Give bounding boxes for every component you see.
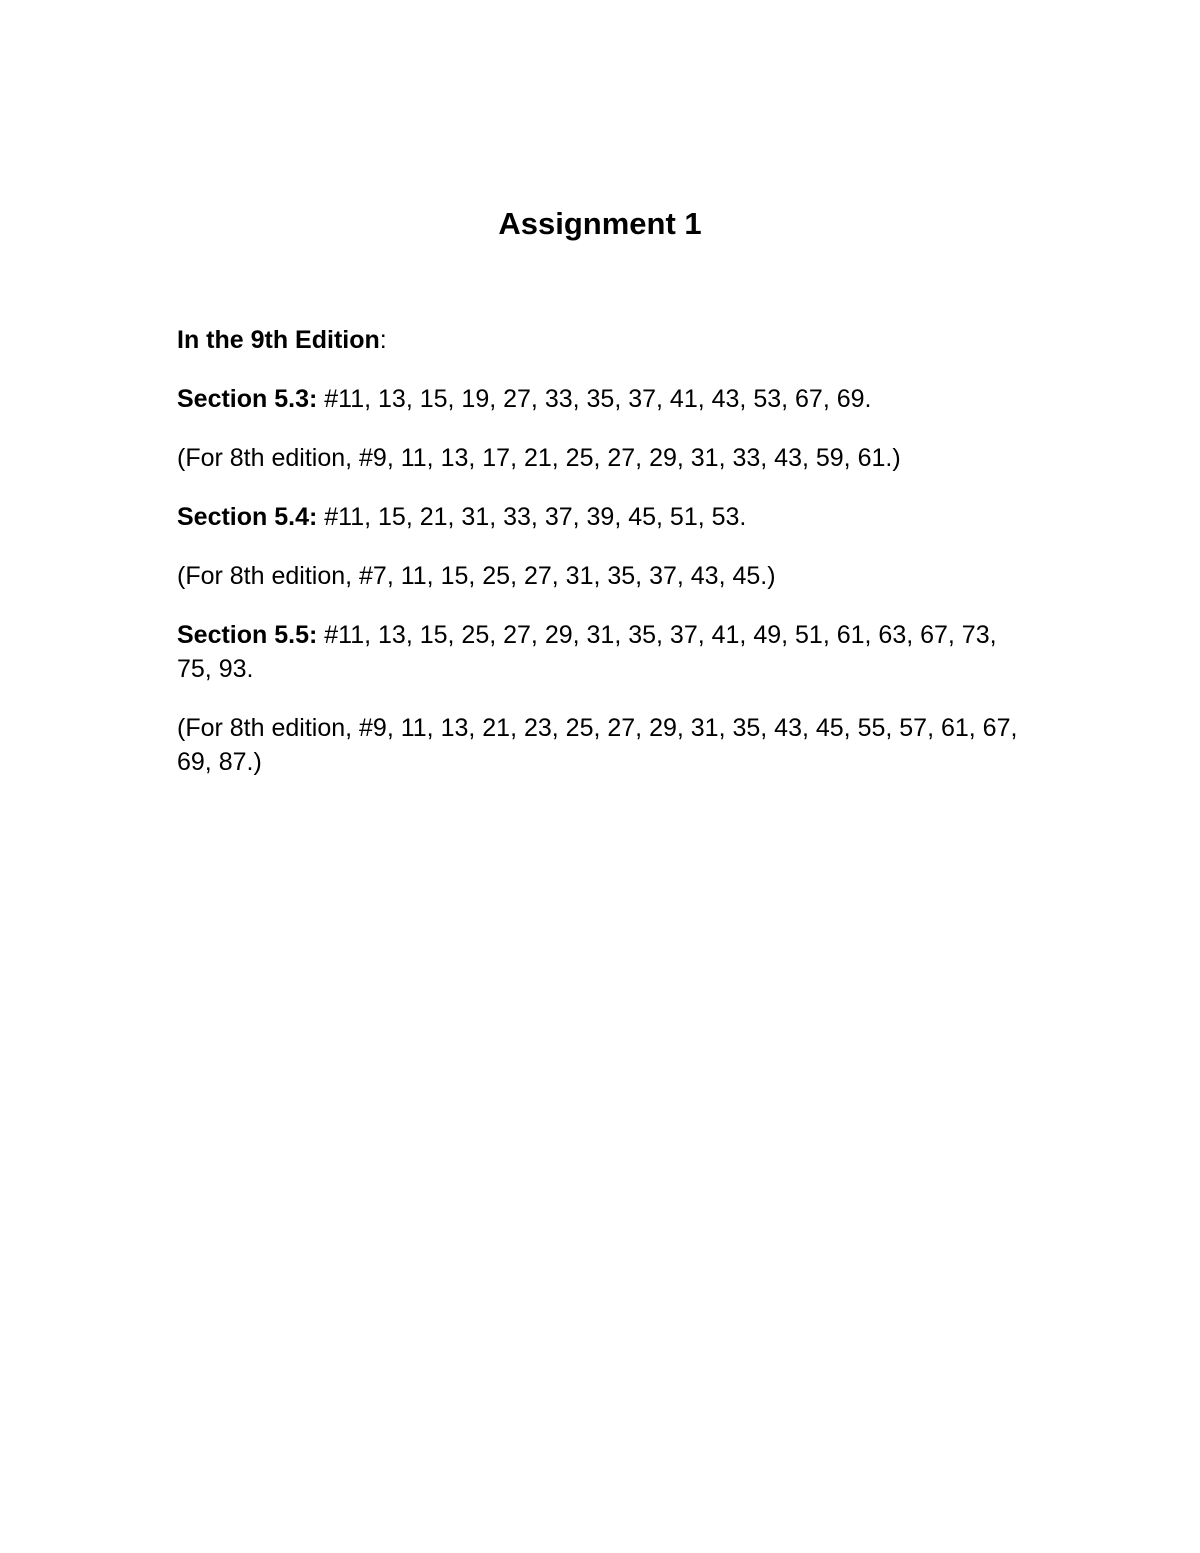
problem-list: #11, 15, 21, 31, 33, 37, 39, 45, 51, 53. xyxy=(317,503,747,531)
page-title: Assignment 1 xyxy=(498,206,702,241)
section-5-4-problems xyxy=(177,500,1027,534)
edition-intro-suffix: : xyxy=(379,326,387,354)
section-label: Section 5.5: xyxy=(177,621,318,649)
edition-intro xyxy=(177,323,1027,357)
edition-intro-label: In the 9th Edition xyxy=(177,326,380,354)
problem-list: #11, 13, 15, 19, 27, 33, 35, 37, 41, 43, 53, 67, 69. xyxy=(317,385,872,413)
assignment-body xyxy=(177,323,1027,804)
section-5-3-problems xyxy=(177,382,1027,416)
section-5-3-eighth-edition: (For 8th edition, #9, 11, 13, 17, 21, 25, 27, 29, 31, 33, 43, 59, 61.) xyxy=(177,444,901,472)
section-5-5-problems xyxy=(177,618,1027,686)
section-label: Section 5.4: xyxy=(177,503,318,531)
section-5-5-eighth-edition: (For 8th edition, #9, 11, 13, 21, 23, 25, 27, 29, 31, 35, 43, 45, 55, 57, 61, 67, 69, 87.) xyxy=(177,714,1018,776)
section-5-4-eighth-edition: (For 8th edition, #7, 11, 15, 25, 27, 31, 35, 37, 43, 45.) xyxy=(177,562,776,590)
problem-list: #11, 13, 15, 25, 27, 29, 31, 35, 37, 41, 49, 51, 61, 63, 67, 73, 75, 93. xyxy=(177,621,997,683)
section-label: Section 5.3: xyxy=(177,385,318,413)
